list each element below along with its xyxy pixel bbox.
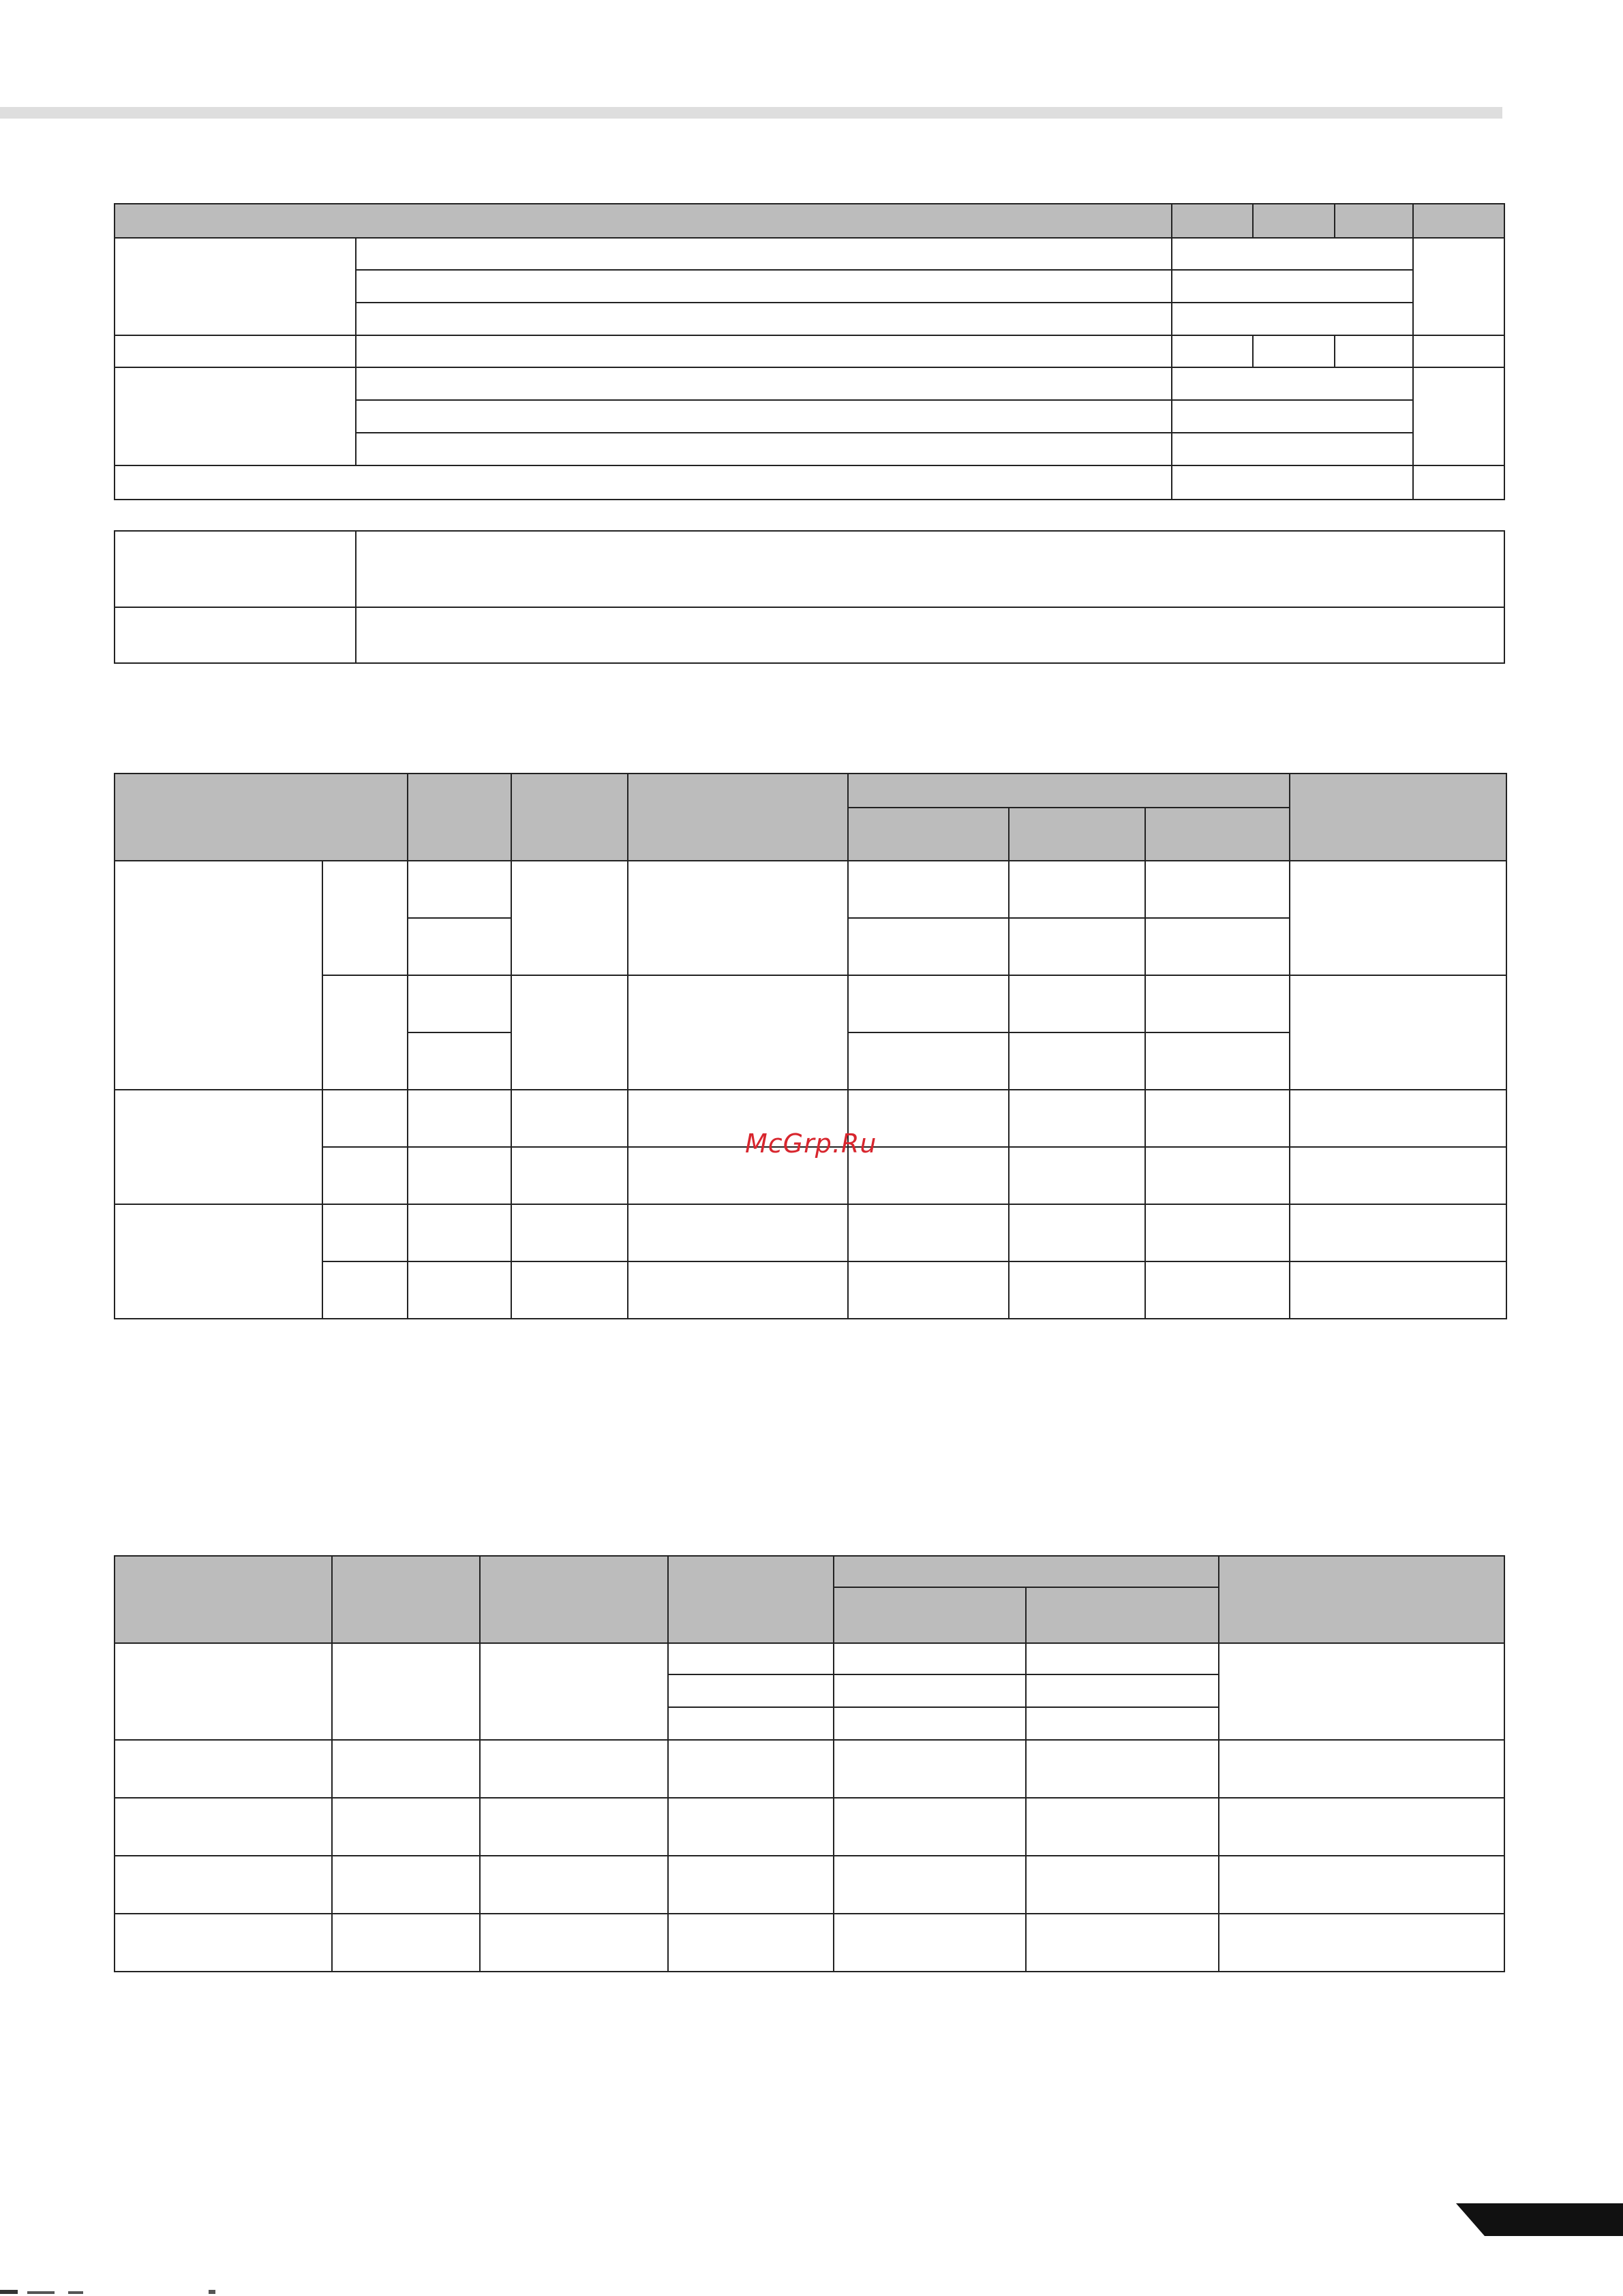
data-table-two	[114, 773, 1507, 1319]
table-three-cell	[834, 1674, 1026, 1707]
table-two-group-cell	[115, 861, 322, 1090]
table-two-header	[115, 774, 408, 861]
table-three-group-cell	[115, 1643, 332, 1740]
table-two-cell	[1145, 1032, 1290, 1090]
table-two-cell	[408, 1204, 511, 1261]
table-two-cell	[322, 1090, 408, 1147]
table-three-cell	[1026, 1856, 1219, 1914]
table-three-cell	[1026, 1798, 1219, 1856]
table-two-cell	[848, 1032, 1009, 1090]
table-two-subheader	[1009, 808, 1145, 861]
table-two-cell	[1009, 861, 1145, 918]
table-three-cell	[115, 1856, 332, 1914]
table-three-cell	[1219, 1856, 1504, 1914]
spec-cell	[356, 367, 1172, 400]
spec-cell	[1172, 465, 1413, 500]
notes-table	[114, 530, 1505, 664]
table-two-cell	[511, 975, 628, 1090]
table-three-cell	[480, 1643, 668, 1740]
spec-cell	[1172, 335, 1253, 367]
spec-header-cell	[115, 204, 1172, 238]
spec-cell	[115, 465, 1172, 500]
table-two-cell	[1145, 1261, 1290, 1319]
table-three-cell	[115, 1914, 332, 1972]
table-two-cell	[848, 1261, 1009, 1319]
spec-cell	[1172, 238, 1413, 270]
table-two-cell	[848, 861, 1009, 918]
table-three-cell	[668, 1674, 834, 1707]
table-three-cell	[115, 1740, 332, 1798]
spec-group-cell	[115, 238, 356, 335]
table-three-cell	[834, 1914, 1026, 1972]
table-three-cell	[1219, 1798, 1504, 1856]
spec-cell	[1413, 238, 1504, 335]
table-two-cell	[408, 918, 511, 975]
table-three-header	[834, 1556, 1219, 1587]
table-three-cell	[668, 1856, 834, 1914]
table-two-cell	[628, 1204, 848, 1261]
notes-label-cell	[115, 607, 356, 663]
table-three-cell	[332, 1914, 480, 1972]
table-three-header	[1219, 1556, 1504, 1643]
table-two-cell	[1290, 861, 1506, 975]
table-three-cell	[1026, 1740, 1219, 1798]
table-two-subheader	[848, 808, 1009, 861]
table-two-header	[628, 774, 848, 861]
table-two-cell	[511, 1090, 628, 1147]
table-two-subheader	[1145, 808, 1290, 861]
table-two-cell	[408, 861, 511, 918]
table-two-cell	[511, 1147, 628, 1204]
table-two-cell	[408, 1261, 511, 1319]
table-two-header	[511, 774, 628, 861]
table-three-header	[332, 1556, 480, 1643]
table-two-cell	[1290, 975, 1506, 1090]
table-two-cell	[511, 861, 628, 975]
table-two-cell	[1145, 1090, 1290, 1147]
table-two-group-cell	[115, 1090, 322, 1204]
table-two-cell	[408, 1147, 511, 1204]
table-three-cell	[332, 1856, 480, 1914]
bottom-edge-mark	[0, 2282, 225, 2296]
table-three-cell	[1026, 1643, 1219, 1674]
table-two-cell	[1290, 1204, 1506, 1261]
spec-cell	[1413, 335, 1504, 367]
table-two-cell	[322, 861, 408, 975]
table-three-subheader	[1026, 1587, 1219, 1643]
watermark-text: McGrp.Ru	[745, 1129, 877, 1159]
spec-header-cell	[1172, 204, 1253, 238]
table-two-cell	[1009, 1204, 1145, 1261]
table-three-cell	[480, 1740, 668, 1798]
table-two-cell	[1009, 1032, 1145, 1090]
spec-cell	[356, 335, 1172, 367]
spec-cell	[1172, 400, 1413, 433]
table-two-cell	[1145, 975, 1290, 1032]
table-two-cell	[1009, 975, 1145, 1032]
spec-cell	[1172, 367, 1413, 400]
table-two-cell	[322, 975, 408, 1090]
table-three-subheader	[834, 1587, 1026, 1643]
spec-table	[114, 203, 1505, 500]
table-three-cell	[668, 1740, 834, 1798]
table-two-cell	[848, 1204, 1009, 1261]
table-three-cell	[115, 1798, 332, 1856]
spec-cell	[1172, 270, 1413, 303]
table-two-cell	[511, 1261, 628, 1319]
table-two-header	[408, 774, 511, 861]
table-three-cell	[480, 1914, 668, 1972]
table-two-cell	[1290, 1090, 1506, 1147]
top-rule-bar	[0, 107, 1502, 119]
spec-cell	[356, 270, 1172, 303]
spec-cell	[1172, 303, 1413, 335]
table-three-cell	[668, 1707, 834, 1740]
table-three-cell	[332, 1643, 480, 1740]
table-three-cell	[668, 1914, 834, 1972]
table-three-header	[480, 1556, 668, 1643]
table-three-cell	[1026, 1914, 1219, 1972]
table-three-cell	[1026, 1674, 1219, 1707]
table-two-cell	[322, 1261, 408, 1319]
table-three-cell	[332, 1798, 480, 1856]
table-three-cell	[1219, 1914, 1504, 1972]
spec-cell	[1253, 335, 1335, 367]
table-two-cell	[1290, 1147, 1506, 1204]
table-three-cell	[834, 1856, 1026, 1914]
spec-cell	[1413, 367, 1504, 465]
table-three-header	[115, 1556, 332, 1643]
table-two-cell	[322, 1204, 408, 1261]
spec-cell	[1335, 335, 1413, 367]
table-three-cell	[1219, 1643, 1504, 1740]
table-two-cell	[1145, 861, 1290, 918]
table-three-cell	[668, 1798, 834, 1856]
table-two-cell	[1009, 1261, 1145, 1319]
spec-cell	[356, 400, 1172, 433]
table-two-group-cell	[115, 1204, 322, 1319]
spec-header-cell	[1335, 204, 1413, 238]
table-two-cell	[1145, 918, 1290, 975]
table-three-cell	[1026, 1707, 1219, 1740]
table-two-header	[848, 774, 1290, 808]
table-two-cell	[1009, 1147, 1145, 1204]
spec-header-cell	[1413, 204, 1504, 238]
notes-value-cell	[356, 607, 1504, 663]
page-corner-tab	[1452, 2203, 1623, 2236]
table-three-cell	[834, 1798, 1026, 1856]
spec-cell	[356, 433, 1172, 465]
table-two-cell	[511, 1204, 628, 1261]
table-three-cell	[480, 1798, 668, 1856]
table-three-cell	[834, 1643, 1026, 1674]
table-two-cell	[408, 1090, 511, 1147]
table-three-cell	[332, 1740, 480, 1798]
table-three-cell	[480, 1856, 668, 1914]
table-two-cell	[1145, 1147, 1290, 1204]
spec-cell	[115, 335, 356, 367]
table-two-header	[1290, 774, 1506, 861]
table-two-cell	[408, 975, 511, 1032]
spec-cell	[1413, 465, 1504, 500]
spec-cell	[356, 303, 1172, 335]
table-two-cell	[322, 1147, 408, 1204]
spec-header-cell	[1253, 204, 1335, 238]
notes-label-cell	[115, 531, 356, 607]
table-two-cell	[628, 1261, 848, 1319]
table-two-cell	[408, 1032, 511, 1090]
data-table-three	[114, 1555, 1505, 1972]
table-three-cell	[834, 1740, 1026, 1798]
spec-group-cell	[115, 367, 356, 465]
table-three-cell	[668, 1643, 834, 1674]
table-two-cell	[848, 918, 1009, 975]
spec-cell	[1172, 433, 1413, 465]
table-two-cell	[1290, 1261, 1506, 1319]
table-two-cell	[628, 975, 848, 1090]
table-two-cell	[848, 975, 1009, 1032]
table-two-cell	[628, 861, 848, 975]
table-two-cell	[1145, 1204, 1290, 1261]
notes-value-cell	[356, 531, 1504, 607]
table-two-cell	[1009, 918, 1145, 975]
table-three-header	[668, 1556, 834, 1643]
spec-cell	[356, 238, 1172, 270]
table-three-cell	[834, 1707, 1026, 1740]
table-three-cell	[1219, 1740, 1504, 1798]
table-two-cell	[1009, 1090, 1145, 1147]
